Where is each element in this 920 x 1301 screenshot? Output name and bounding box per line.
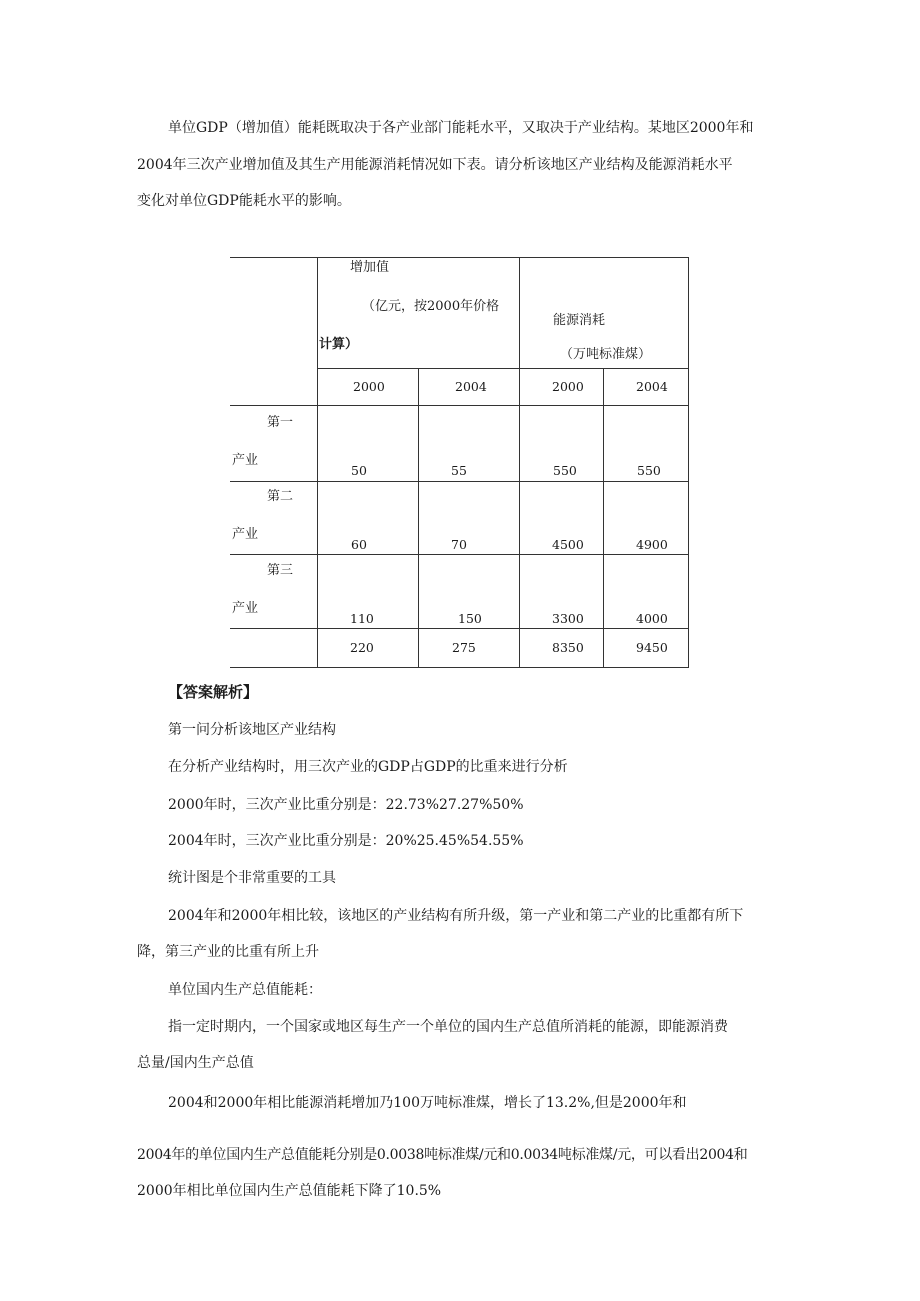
table-cell: 50 <box>351 463 367 478</box>
header-value-unit: （亿元，按2000年价格 <box>362 299 500 314</box>
answer-p10-line1: 2004年的单位国内生产总值能耗分别是0.0038吨标准煤/元和0.0034吨标准煤/元，可以看出2004和 <box>137 1147 748 1163</box>
answer-p1: 第一问分析该地区产业结构 <box>168 722 336 738</box>
table-vline-group <box>519 257 520 667</box>
answer-p7: 单位国内生产总值能耗： <box>168 982 322 998</box>
answer-p6-line1: 2004年和2000年相比较，该地区的产业结构有所升级，第一产业和第二产业的比重都有所下 <box>168 908 744 924</box>
total-cell: 9450 <box>636 640 668 655</box>
table-bottom-rule <box>230 667 689 668</box>
row-label-bottom: 产业 <box>232 453 259 468</box>
table-vline-mid1 <box>418 368 419 667</box>
table-row-rule-3 <box>230 628 689 629</box>
intro-line-1: 单位GDP（增加值）能耗既取决于各产业部门能耗水平，又取决于产业结构。某地区2000年和 <box>168 120 754 136</box>
row-label-bottom: 产业 <box>232 527 259 542</box>
total-cell: 220 <box>350 640 374 655</box>
intro-line-3: 变化对单位GDP能耗水平的影响。 <box>137 193 351 209</box>
table-vline-label <box>317 257 318 667</box>
table-cell: 4500 <box>552 537 584 552</box>
row-label-top: 第二 <box>267 489 294 504</box>
answer-p8-line1: 指一定时期内，一个国家或地区每生产一个单位的国内生产总值所消耗的能源，即能源消费 <box>168 1019 728 1035</box>
answer-p9: 2004和2000年相比能源消耗增加乃100万吨标准煤，增长了13.2%,但是2000年和 <box>168 1095 687 1111</box>
header-value-title: 增加值 <box>350 260 390 275</box>
table-vline-right <box>688 257 689 667</box>
header-energy-unit: （万吨标准煤） <box>560 347 652 362</box>
table-cell: 550 <box>553 463 577 478</box>
year-value-2004: 2004 <box>455 379 487 394</box>
table-cell: 150 <box>458 611 482 626</box>
total-cell: 275 <box>452 640 476 655</box>
answer-p8-line2: 总量/国内生产总值 <box>137 1055 254 1071</box>
table-row-rule-2 <box>230 554 689 555</box>
table-cell: 55 <box>451 463 467 478</box>
table-vline-mid2 <box>603 368 604 667</box>
answer-p10-line2: 2000年相比单位国内生产总值能耗下降了10.5% <box>137 1183 442 1199</box>
row-label-top: 第一 <box>267 415 294 430</box>
intro-line-2: 2004年三次产业增加值及其生产用能源消耗情况如下表。请分析该地区产业结构及能源消耗水平 <box>137 157 733 173</box>
year-energy-2000: 2000 <box>552 379 584 394</box>
header-value-unit-end: 计算） <box>319 337 359 352</box>
answer-p6-line2: 降，第三产业的比重有所上升 <box>137 944 319 960</box>
answer-heading: 【答案解析】 <box>168 683 259 701</box>
table-cell: 4900 <box>636 537 668 552</box>
table-cell: 4000 <box>636 611 668 626</box>
table-cell: 3300 <box>552 611 584 626</box>
answer-p5: 统计图是个非常重要的工具 <box>168 870 336 886</box>
row-label-top: 第三 <box>267 563 294 578</box>
table-cell: 550 <box>637 463 661 478</box>
year-value-2000: 2000 <box>353 379 385 394</box>
answer-p2: 在分析产业结构时，用三次产业的GDP占GDP的比重来进行分析 <box>168 759 568 775</box>
total-cell: 8350 <box>552 640 584 655</box>
table-top-rule <box>230 257 689 258</box>
table-years-rule <box>230 405 689 406</box>
table-header-rule <box>318 368 689 369</box>
table-cell: 110 <box>350 611 374 626</box>
table-cell: 60 <box>351 537 367 552</box>
table-cell: 70 <box>451 537 467 552</box>
answer-p3: 2000年时，三次产业比重分别是：22.73%27.27%50% <box>168 797 524 813</box>
answer-p4: 2004年时，三次产业比重分别是：20%25.45%54.55% <box>168 833 524 849</box>
header-energy-title: 能源消耗 <box>553 313 606 328</box>
year-energy-2004: 2004 <box>636 379 668 394</box>
row-label-bottom: 产业 <box>232 601 259 616</box>
table-row-rule-1 <box>230 481 689 482</box>
